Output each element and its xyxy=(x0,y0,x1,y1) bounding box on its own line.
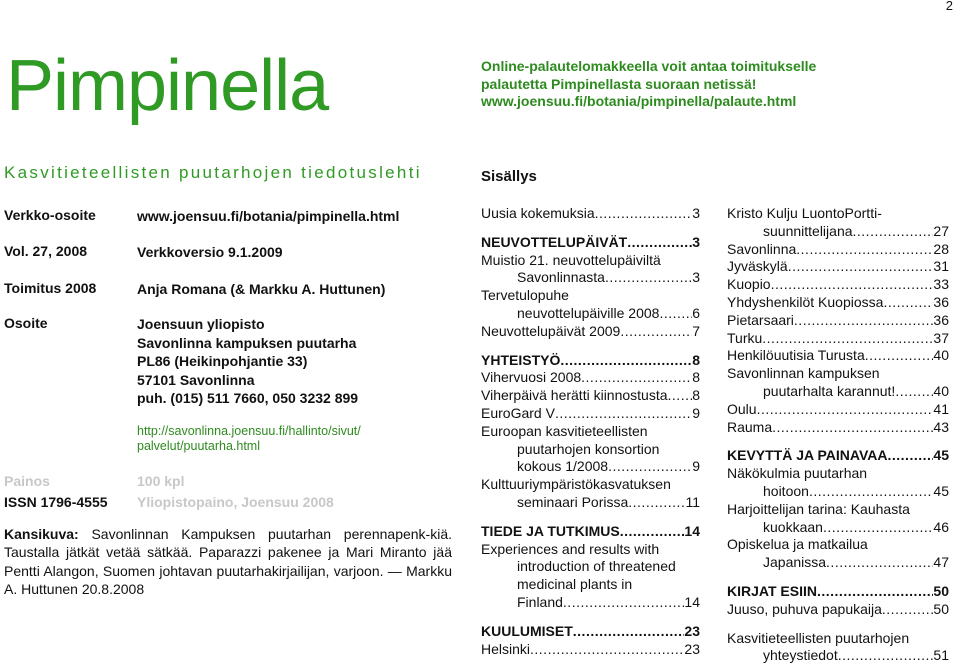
toc-dot-leader xyxy=(530,641,684,659)
toc-dot-leader xyxy=(794,312,934,330)
toc-entry[interactable] xyxy=(481,594,700,612)
toc-entry xyxy=(481,252,700,270)
toc-entry-title: Uusia kokemuksia xyxy=(481,205,595,221)
promo-line-1: Online-palautelomakkeella voit antaa toimitukselle xyxy=(481,58,817,74)
toc-entry-title: kokous 1/2008 xyxy=(517,458,609,475)
toc-page-number: 8 xyxy=(692,369,700,386)
toc-dot-leader xyxy=(895,383,933,401)
address-line: puh. (015) 511 7660, 050 3232 899 xyxy=(137,390,359,406)
toc-entry xyxy=(481,423,700,441)
toc-page-number: 28 xyxy=(933,240,949,257)
toc-entry[interactable] xyxy=(727,276,949,294)
toc-entry-title: puutarhalta karannut! xyxy=(763,382,896,399)
toc-entry-title: NEUVOTTELUPÄIVÄT xyxy=(481,233,628,250)
volume-value: Verkkoversio 9.1.2009 xyxy=(137,244,283,260)
toc-page-number: 9 xyxy=(692,404,700,421)
toc-page-number: 27 xyxy=(933,222,949,239)
toc-section[interactable] xyxy=(481,234,700,252)
toc-section[interactable] xyxy=(481,623,700,641)
toc-entry xyxy=(727,205,949,223)
toc-dot-leader xyxy=(888,447,934,465)
address-line: Joensuun yliopisto xyxy=(137,316,265,332)
web-label: Verkko-osoite xyxy=(4,207,96,223)
toc-entry[interactable] xyxy=(481,494,700,512)
campus-link-line-1[interactable]: http://savonlinna.joensuu.fi/hallinto/sivut/ xyxy=(137,424,361,438)
toc-entry-title: Jyväskylä xyxy=(727,258,788,275)
web-link[interactable]: www.joensuu.fi/botania/pimpinella.html xyxy=(137,208,400,224)
toc-entry xyxy=(727,465,949,483)
toc-entry-title: Harjoittelijan tarina: Kauhasta xyxy=(727,500,910,517)
toc-page-number: 8 xyxy=(692,351,700,368)
toc-page-number: 3 xyxy=(692,269,700,286)
toc-dot-leader xyxy=(882,601,934,619)
toc-entry-title: Tervetulopuhe xyxy=(481,287,569,304)
campus-link-line-2[interactable]: palvelut/puutarha.html xyxy=(137,439,260,453)
toc-page-number: 41 xyxy=(933,400,949,417)
toc-page-number: 40 xyxy=(933,382,949,399)
toc-column-1 xyxy=(481,205,700,658)
toc-entry-title: Näkökulmia puutarhan xyxy=(727,465,868,482)
toc-entry xyxy=(481,558,700,576)
toc-page-number: 50 xyxy=(933,582,949,599)
toc-section[interactable] xyxy=(727,583,949,601)
toc-dot-leader xyxy=(772,419,933,437)
toc-gap xyxy=(727,619,949,630)
toc-entry-title: yhteystiedot xyxy=(763,647,838,664)
print-label: Painos xyxy=(4,473,50,489)
toc-entry-title: Kasvitieteellisten puutarhojen xyxy=(727,629,910,646)
toc-entry-title: Juuso, puhuva papukaija xyxy=(727,600,882,617)
toc-entry-title: Kulttuuriympäristökasvatuksen xyxy=(481,476,671,493)
page-number: 2 xyxy=(945,0,953,13)
toc-dot-leader xyxy=(771,276,934,294)
toc-dot-leader xyxy=(865,347,934,365)
toc-page-number: 31 xyxy=(933,258,949,275)
toc-dot-leader xyxy=(595,205,693,223)
toc-entry[interactable] xyxy=(481,205,700,223)
toc-entry-title: EuroGard V xyxy=(481,404,555,421)
toc-page-number: 40 xyxy=(933,347,949,364)
print-value: 100 kpl xyxy=(137,473,185,489)
toc-entry[interactable] xyxy=(481,387,700,405)
toc-gap xyxy=(481,223,700,234)
toc-column-2 xyxy=(727,205,949,665)
address-label: Osoite xyxy=(4,315,48,331)
toc-entry[interactable] xyxy=(727,647,949,665)
toc-page-number: 50 xyxy=(933,600,949,617)
toc-page-number: 37 xyxy=(933,329,949,346)
toc-entry-title: TIEDE JA TUTKIMUS xyxy=(481,522,620,539)
toc-page-number: 23 xyxy=(684,622,700,639)
toc-dot-leader xyxy=(620,523,685,541)
toc-entry-title: Viherpäivä herätti kiinnostusta xyxy=(481,387,668,404)
toc-heading: Sisällys xyxy=(481,168,537,185)
toc-entry-title: introduction of threatened xyxy=(517,558,676,575)
toc-page-number: 45 xyxy=(933,482,949,499)
toc-entry[interactable] xyxy=(727,223,949,241)
toc-entry-title: seminaari Porissa xyxy=(517,493,629,510)
toc-entry-title: Savonlinna xyxy=(727,240,797,257)
toc-dot-leader xyxy=(573,623,685,641)
toc-section[interactable] xyxy=(727,447,949,465)
toc-entry[interactable] xyxy=(727,419,949,437)
toc-entry-title: Japanissa xyxy=(763,554,827,571)
toc-entry[interactable] xyxy=(727,294,949,312)
toc-gap xyxy=(481,612,700,623)
issn-label: ISSN 1796-4555 xyxy=(4,494,108,510)
toc-entry-title: KUULUMISET xyxy=(481,622,573,639)
toc-dot-leader xyxy=(627,234,692,252)
toc-page-number: 36 xyxy=(933,311,949,328)
feedback-promo xyxy=(481,58,951,111)
toc-page-number: 46 xyxy=(933,518,949,535)
toc-entry-title: Henkilöuutisia Turusta xyxy=(727,347,865,364)
toc-entry-title: YHTEISTYÖ xyxy=(481,351,561,368)
toc-page-number: 14 xyxy=(684,593,700,610)
address-line: PL86 (Heikinpohjantie 33) xyxy=(137,353,308,369)
toc-dot-leader xyxy=(883,294,933,312)
address-line: Savonlinna kampuksen puutarha xyxy=(137,334,357,351)
toc-entry-title: medicinal plants in xyxy=(517,576,633,593)
toc-entry[interactable] xyxy=(481,405,700,423)
toc-entry[interactable] xyxy=(481,458,700,476)
toc-entry-title: Savonlinnasta xyxy=(517,269,605,286)
toc-dot-leader xyxy=(796,241,933,259)
toc-entry[interactable] xyxy=(727,258,949,276)
toc-dot-leader xyxy=(817,583,933,601)
toc-page-number: 11 xyxy=(685,493,700,510)
toc-entry[interactable] xyxy=(727,383,949,401)
toc-dot-leader xyxy=(838,647,934,665)
toc-entry[interactable] xyxy=(727,401,949,419)
toc-page-number: 6 xyxy=(692,304,700,321)
subtitle: Kasvitieteellisten puutarhojen tiedotuslehti xyxy=(4,163,422,182)
toc-dot-leader xyxy=(563,594,685,612)
toc-page-number: 14 xyxy=(684,522,700,539)
toc-entry-title: Yhdyshenkilöt Kuopiossa xyxy=(727,293,884,310)
toc-dot-leader xyxy=(620,323,692,341)
printer-value: Yliopistopaino, Joensuu 2008 xyxy=(137,494,334,510)
toc-dot-leader xyxy=(853,223,934,241)
toc-page-number: 47 xyxy=(933,554,949,571)
toc-entry[interactable] xyxy=(727,330,949,348)
cover-caption xyxy=(4,525,452,598)
toc-gap xyxy=(481,341,700,352)
toc-entry[interactable] xyxy=(481,323,700,341)
toc-section[interactable] xyxy=(481,523,700,541)
toc-entry xyxy=(481,287,700,305)
toc-dot-leader xyxy=(608,458,692,476)
toc-dot-leader xyxy=(809,483,933,501)
toc-dot-leader xyxy=(757,401,934,419)
toc-dot-leader xyxy=(788,258,934,276)
toc-entry-title: Opiskelua ja matkailua xyxy=(727,536,868,553)
toc-entry[interactable] xyxy=(727,312,949,330)
toc-dot-leader xyxy=(628,494,685,512)
volume-label: Vol. 27, 2008 xyxy=(4,243,88,259)
toc-entry-title: suunnittelijana xyxy=(763,222,853,239)
toc-page-number: 7 xyxy=(692,322,700,339)
caption-text: Savonlinnan Kampuksen puutarhan perennapenk-kiä. Taustalla jätkät vetää sätkää. Paparazzi pakenee ja Mari Miranto jää Pentti Alangon, Suomen johtavan puutarhakirjailijan, varjoon. — Markku A. Huttunen 20.8.2008 xyxy=(4,526,452,597)
toc-entry-title: puutarhojen konsortion xyxy=(517,440,660,457)
toc-page-number: 9 xyxy=(692,458,700,475)
toc-entry xyxy=(727,536,949,554)
brand-title: Pimpinella xyxy=(6,46,329,126)
address-block xyxy=(137,315,358,408)
toc-entry-title: Kuopio xyxy=(727,276,771,293)
toc-entry-title: Euroopan kasvitieteellisten xyxy=(481,422,648,439)
toc-dot-leader xyxy=(605,269,692,287)
toc-entry[interactable] xyxy=(727,347,949,365)
toc-entry-title: Experiences and results with xyxy=(481,540,660,557)
toc-entry[interactable] xyxy=(481,269,700,287)
toc-entry[interactable] xyxy=(727,519,949,537)
toc-entry-title: Finland xyxy=(517,593,563,610)
toc-page-number: 43 xyxy=(933,418,949,435)
toc-entry-title: kuokkaan xyxy=(763,518,823,535)
toc-dot-leader xyxy=(581,369,692,387)
toc-entry-title: Turku xyxy=(727,329,763,346)
campus-link[interactable] xyxy=(137,424,361,454)
toc-entry-title: Rauma xyxy=(727,418,773,435)
toc-entry[interactable] xyxy=(481,305,700,323)
toc-entry-title: KEVYTTÄ JA PAINAVAA xyxy=(727,447,888,464)
toc-dot-leader xyxy=(555,405,692,423)
toc-dot-leader xyxy=(668,387,693,405)
toc-dot-leader xyxy=(659,305,692,323)
toc-entry xyxy=(727,365,949,383)
toc-page-number: 8 xyxy=(692,387,700,404)
toc-page-number: 36 xyxy=(933,293,949,310)
toc-page-number: 45 xyxy=(933,447,949,464)
toc-entry-title: Savonlinnan kampuksen xyxy=(727,365,880,382)
feedback-link[interactable]: www.joensuu.fi/botania/pimpinella/palaute.html xyxy=(481,93,797,109)
toc-entry[interactable] xyxy=(727,554,949,572)
toc-entry[interactable] xyxy=(727,483,949,501)
caption-label: Kansikuva: xyxy=(4,526,79,542)
toc-entry xyxy=(481,541,700,559)
toc-section[interactable] xyxy=(481,352,700,370)
toc-dot-leader xyxy=(762,330,933,348)
toc-page-number: 3 xyxy=(692,233,700,250)
toc-page-number: 51 xyxy=(933,647,949,664)
toc-entry-title: Muistio 21. neuvottelupäiviltä xyxy=(481,251,661,268)
toc-entry xyxy=(481,441,700,459)
toc-entry-title: neuvottelupäiville 2008 xyxy=(517,304,660,321)
toc-entry-title: Vihervuosi 2008 xyxy=(481,369,582,386)
toc-gap xyxy=(481,512,700,523)
toc-gap xyxy=(727,436,949,447)
toc-entry[interactable] xyxy=(481,641,700,659)
toc-entry-title: Oulu xyxy=(727,400,757,417)
toc-page-number: 23 xyxy=(684,640,700,657)
toc-entry[interactable] xyxy=(727,601,949,619)
toc-entry[interactable] xyxy=(481,369,700,387)
toc-page-number: 33 xyxy=(933,276,949,293)
toc-page-number: 3 xyxy=(692,205,700,221)
toc-gap xyxy=(727,572,949,583)
editor-label: Toimitus 2008 xyxy=(4,280,97,296)
toc-entry-title: Helsinki xyxy=(481,640,531,657)
toc-dot-leader xyxy=(823,519,933,537)
toc-entry-title: Neuvottelupäivät 2009 xyxy=(481,322,621,339)
toc-entry xyxy=(481,576,700,594)
address-line: 57101 Savonlinna xyxy=(137,371,255,388)
toc-entry xyxy=(727,630,949,648)
toc-entry-title: KIRJAT ESIIN xyxy=(727,582,817,599)
toc-dot-leader xyxy=(560,352,692,370)
toc-dot-leader xyxy=(826,554,933,572)
toc-entry xyxy=(481,476,700,494)
toc-entry[interactable] xyxy=(727,241,949,259)
toc-entry-title: Pietarsaari xyxy=(727,311,794,328)
promo-line-2: palautetta Pimpinellasta suoraan netissä! xyxy=(481,75,757,92)
toc-entry-title: Kristo Kulju LuontoPortti- xyxy=(727,205,882,221)
toc-entry-title: hoitoon xyxy=(763,482,809,499)
editor-value: Anja Romana (& Markku A. Huttunen) xyxy=(137,281,386,297)
toc-entry xyxy=(727,501,949,519)
